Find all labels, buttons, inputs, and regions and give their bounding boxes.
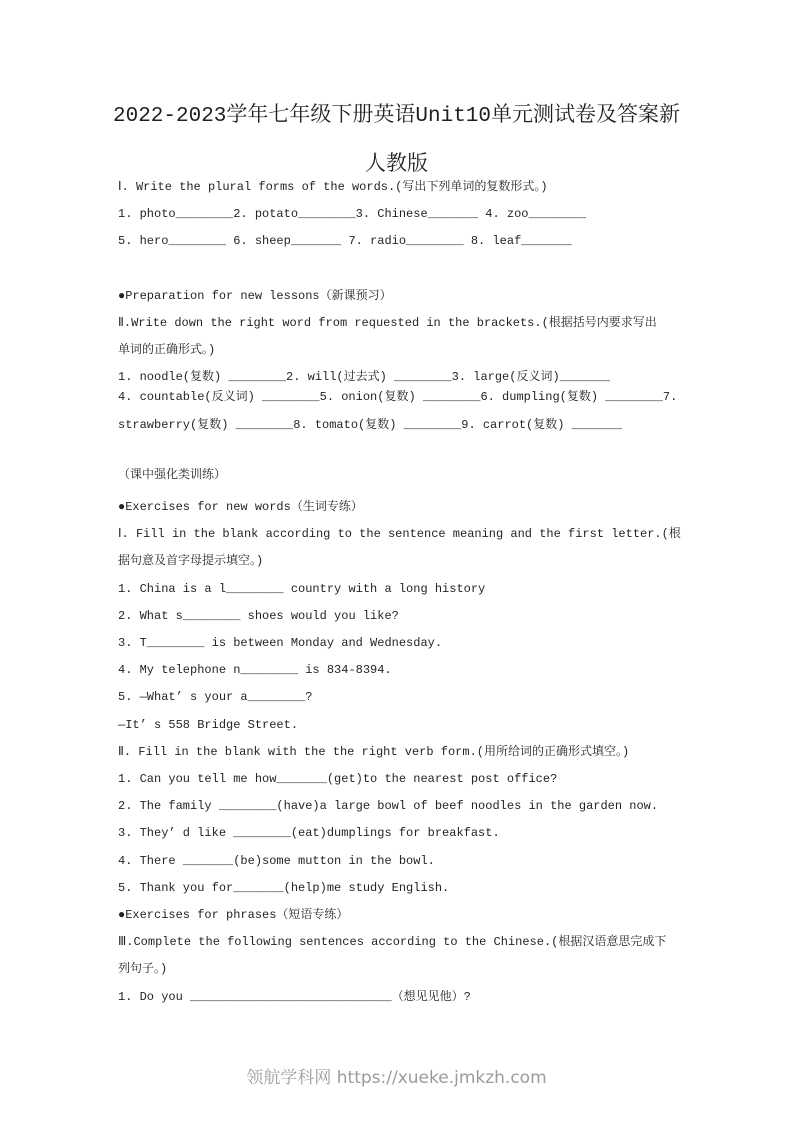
- ex1-item-5-reply: —It’ s 558 Bridge Street.: [118, 717, 299, 732]
- section1-word-row-2: 5. hero________ 6. sheep_______ 7. radio________ 8. leaf_______: [118, 234, 572, 249]
- spacer: [118, 439, 718, 462]
- site-footer: [0, 1063, 793, 1088]
- document-title: [0, 0, 793, 190]
- ex1-item-5: 5. —What’ s your a________?: [118, 690, 313, 705]
- new-words-heading: ●Exercises for new words（生词专练）: [118, 500, 363, 515]
- ex1-item-2: 2. What s________ shoes would you like?: [118, 608, 399, 623]
- ex2-item-4: 4. There _______(be)some mutton in the bowl.: [118, 853, 435, 868]
- ex3-instruction-line1: Ⅲ.Complete the following sentences according to the Chinese.(根据汉语意思完成下: [118, 935, 667, 950]
- title-line-2: 人教版: [365, 154, 428, 177]
- ex2-instruction: Ⅱ. Fill in the blank with the the right verb form.(用所给词的正确形式填空。): [118, 744, 630, 759]
- section2-word-row-1: 1. noodle(复数) ________2. will(过去式) ________3. large(反义词)_______: [118, 370, 611, 385]
- ex3-item-1: 1. Do you ____________________________（想见见他）?: [118, 989, 471, 1004]
- ex3-instruction-line2: 列句子。): [118, 962, 168, 977]
- document-content: [118, 174, 718, 1011]
- section2-word-row-3: strawberry(复数) ________8. tomato(复数) ________9. carrot(复数) _______: [118, 417, 623, 432]
- ex1-item-3: 3. T________ is between Monday and Wednesday.: [118, 636, 443, 651]
- footer-site-name: 领航学科网: [246, 1068, 332, 1088]
- in-class-training-note: （课中强化类训练）: [118, 467, 227, 482]
- title-line-1: 2022-2023学年七年级下册英语Unit10单元测试卷及答案新: [112, 105, 681, 128]
- ex1-item-4: 4. My telephone n________ is 834-8394.: [118, 663, 392, 678]
- ex1-instruction-line1: Ⅰ. Fill in the blank according to the sentence meaning and the first letter.(根: [118, 527, 681, 542]
- ex2-item-3: 3. They’ d like ________(eat)dumplings for breakfast.: [118, 826, 500, 841]
- section2-instruction-line1: Ⅱ.Write down the right word from requested in the brackets.(根据括号内要求写出: [118, 315, 657, 330]
- ex2-item-5: 5. Thank you for_______(help)me study English.: [118, 880, 450, 895]
- ex1-item-1: 1. China is a l________ country with a long history: [118, 581, 486, 596]
- spacer: [118, 256, 718, 283]
- section1-word-row-1: 1. photo________2. potato________3. Chinese_______ 4. zoo________: [118, 207, 587, 222]
- ex2-item-2: 2. The family ________(have)a large bowl of beef noodles in the garden now.: [118, 799, 659, 814]
- section2-instruction-line2: 单词的正确形式。): [118, 343, 216, 358]
- preparation-heading: ●Preparation for new lessons（新课预习）: [118, 288, 392, 303]
- phrases-heading: ●Exercises for phrases（短语专练）: [118, 908, 349, 923]
- ex2-item-1: 1. Can you tell me how_______(get)to the nearest post office?: [118, 772, 558, 787]
- section2-word-row-2: 4. countable(反义词) ________5. onion(复数) ________6. dumpling(复数) ________7.: [118, 390, 678, 405]
- footer-url: https://xueke.jmkzh.com: [336, 1068, 547, 1088]
- section1-instruction: Ⅰ. Write the plural forms of the words.(写出下列单词的复数形式。): [118, 180, 548, 194]
- ex1-instruction-line2: 据句意及首字母提示填空。): [118, 554, 264, 569]
